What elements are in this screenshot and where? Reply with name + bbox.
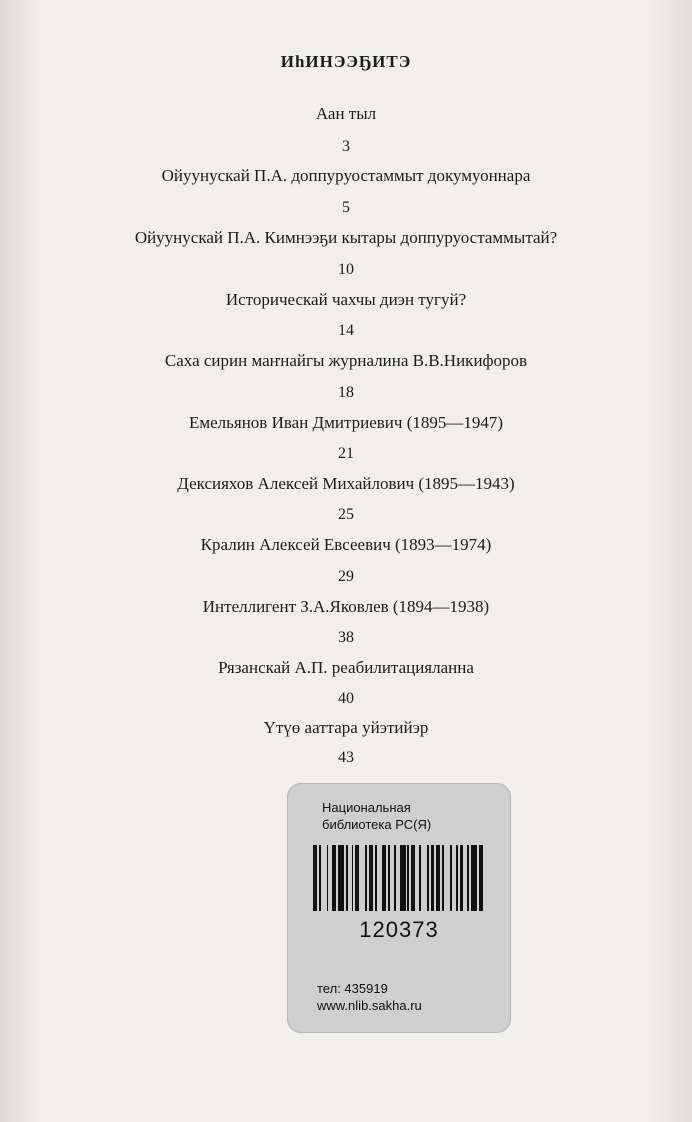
toc-entry-title: Историческай чахчы диэн тугуй? [225,290,467,309]
toc-entry-page: 14 [338,322,354,339]
toc-entry-title: Аан тыл [315,104,377,123]
toc-entry-page: 10 [338,261,354,278]
stamp-phone: тел: 435919 [317,981,388,996]
library-stamp [287,783,511,1033]
toc-entry-page: 29 [338,568,354,585]
toc-entry-page: 25 [338,506,354,523]
stamp-website: www.nlib.sakha.ru [317,998,422,1013]
barcode-icon [313,845,485,911]
toc-entry-title: Емельянов Иван Дмитриевич (1895—1947) [188,413,504,432]
toc-entry-page: 38 [338,629,354,646]
stamp-library-name: Национальная библиотека РС(Я) [322,800,432,832]
toc-entry-title: Ойуунускай П.А. Кимнээҕи кытары доппуруостаммытай? [134,228,558,247]
toc-entry-page: 5 [342,199,350,216]
toc-entry-page: 21 [338,445,354,462]
toc-entry-page: 18 [338,384,354,401]
toc-entry-page: 3 [342,138,350,155]
toc-entry-title: Ойуунускай П.А. доппуруостаммыт докумуоннара [161,166,531,185]
toc-entry-page: 43 [338,749,354,766]
toc-entry-title: Дексияхов Алексей Михайлович (1895—1943) [177,474,515,493]
toc-entry-title: Саха сирин маҥнайгы журналина В.В.Никифоров [164,351,528,370]
toc-entry-title: Интеллигент З.А.Яковлев (1894—1938) [202,597,490,616]
barcode-gap [483,845,485,911]
toc-entry-title: Рязанскай А.П. реабилитацияланна [218,658,474,677]
stamp-inventory-number: 120373 [359,917,439,942]
toc-title: ИһИНЭЭҔИТЭ [280,52,412,71]
toc-entry-title: Үтүө ааттара уйэтийэр [263,718,429,737]
toc-entry-page: 40 [338,690,354,707]
toc-entry-title: Кралин Алексей Евсеевич (1893—1974) [200,535,492,554]
